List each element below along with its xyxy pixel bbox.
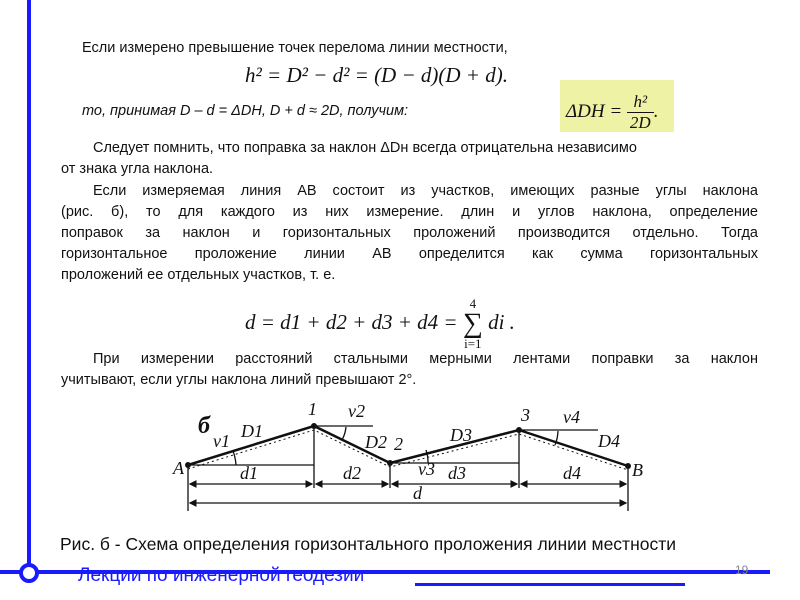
- formula-2-num: h²: [627, 92, 654, 113]
- para2-line5: проложений ее отдельных участков, т. е.: [61, 267, 336, 283]
- text-line1: Если измерено превышение точек перелома линии местности,: [82, 40, 508, 56]
- para2-line3: поправок за наклон и горизонтальных проложений производится отдельно. Тогда: [61, 225, 758, 241]
- label-D3: D3: [450, 425, 472, 445]
- text-line2: то, принимая D – d = ΔDH, D + d ≈ 2D, получим:: [82, 103, 409, 119]
- para3-line2: учитывают, если углы наклона линий превышают 2°.: [61, 372, 417, 388]
- formula-2-den: 2D: [629, 113, 651, 132]
- label-b: б: [198, 413, 210, 439]
- label-D1: D1: [241, 421, 263, 441]
- label-B: B: [632, 460, 643, 480]
- label-D2: D2: [365, 432, 387, 452]
- decor-vertical-line: [27, 0, 31, 580]
- figure-caption: Рис. б - Схема определения горизонтального проложения линии местности: [60, 534, 677, 554]
- label-D4: D4: [598, 431, 620, 451]
- label-1: 1: [308, 399, 317, 419]
- decor-circle: [19, 563, 39, 583]
- footer-title: Лекции по инженерной геодезии: [78, 565, 365, 586]
- label-d1: d1: [240, 463, 258, 483]
- formula-2-left: ΔDH =: [566, 100, 623, 122]
- para3-line1: При измерении расстояний стальными мерными лентами поправки за наклон: [93, 351, 758, 367]
- decor-footer-line: [415, 583, 685, 586]
- page-number: 19: [735, 563, 749, 577]
- formula-3-left: d = d1 + d2 + d3 + d4 =: [245, 309, 458, 334]
- para2-line4: горизонтальное проложение линии AB определится как сумма горизонтальных: [61, 246, 758, 262]
- sigma-icon: ∑: [462, 308, 483, 339]
- label-v2: ν2: [348, 401, 365, 421]
- para1-line2: от знака угла наклона.: [61, 161, 214, 177]
- label-v4: ν4: [563, 407, 580, 427]
- figure-schema: [158, 393, 644, 527]
- label-d3: d3: [448, 463, 466, 483]
- label-2: 2: [394, 434, 403, 454]
- para2-line2: (рис. б), то для каждого из них измерение. длин и углов наклона, определение: [61, 204, 758, 220]
- para2-line1: Если измеряемая линия AB состоит из участков, имеющих разные углы наклона: [93, 183, 758, 199]
- formula-3-right: di .: [488, 309, 515, 334]
- formula-3-sum-bottom: i=1: [464, 336, 482, 351]
- label-A: A: [173, 458, 184, 478]
- para1-line1: Следует помнить, что поправка за наклон ΔDн всегда отрицательна независимо: [93, 140, 637, 156]
- label-d: d: [413, 483, 422, 503]
- label-3: 3: [521, 405, 530, 425]
- label-d4: d4: [563, 463, 581, 483]
- label-v3: ν3: [418, 459, 435, 479]
- formula-1: h² = D² − d² = (D − d)(D + d).: [245, 63, 508, 87]
- formula-3: [245, 297, 515, 351]
- label-d2: d2: [343, 463, 361, 483]
- label-v1: ν1: [213, 431, 230, 451]
- formula-3-sum-top: 4: [469, 296, 477, 311]
- formula-2-box: ΔDH = $\frac{\text{h²}}{2D}$ .: [560, 80, 674, 132]
